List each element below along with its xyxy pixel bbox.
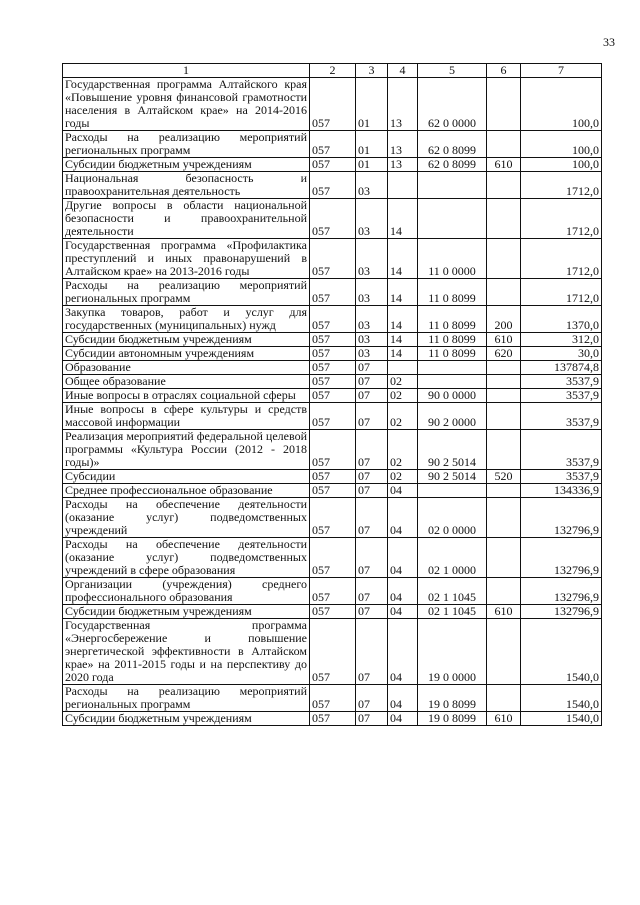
- row-name: Расходы на реализацию мероприятий региональных программ: [63, 279, 310, 306]
- row-expense-type: [487, 361, 521, 375]
- row-ministry-code: 057: [310, 685, 356, 712]
- row-target-article: [418, 484, 487, 498]
- table-row: [63, 470, 602, 484]
- row-ministry-code: 057: [310, 131, 356, 158]
- header-col-3: 3: [356, 64, 388, 78]
- table-body: [63, 78, 602, 726]
- row-section-code: 07: [356, 578, 388, 605]
- row-expense-type: 620: [487, 347, 521, 361]
- table-row: [63, 712, 602, 726]
- row-section-code: 01: [356, 158, 388, 172]
- row-name: Расходы на обеспечение деятельности (оказание услуг) подведомственных учреждений в сфере образования: [63, 538, 310, 578]
- row-target-article: 02 1 1045: [418, 605, 487, 619]
- row-amount: 3537,9: [521, 430, 602, 470]
- row-subsection-code: 14: [388, 347, 418, 361]
- header-col-5: 5: [418, 64, 487, 78]
- row-name: Общее образование: [63, 375, 310, 389]
- page-number: 33: [603, 35, 615, 49]
- row-target-article: 19 0 0000: [418, 619, 487, 685]
- row-ministry-code: 057: [310, 498, 356, 538]
- row-amount: 3537,9: [521, 375, 602, 389]
- row-ministry-code: 057: [310, 375, 356, 389]
- row-name: Государственная программа «Энергосбережение и повышение энергетической эффективности в Алтайском крае» на 2011-2015 годы и на перспективу до 2020 года: [63, 619, 310, 685]
- row-amount: 1370,0: [521, 306, 602, 333]
- row-target-article: 02 1 0000: [418, 538, 487, 578]
- table-row: [63, 619, 602, 685]
- row-target-article: [418, 172, 487, 199]
- row-amount: 1712,0: [521, 239, 602, 279]
- row-expense-type: [487, 279, 521, 306]
- row-amount: 100,0: [521, 158, 602, 172]
- row-section-code: 03: [356, 239, 388, 279]
- row-ministry-code: 057: [310, 389, 356, 403]
- row-section-code: 03: [356, 172, 388, 199]
- row-expense-type: [487, 239, 521, 279]
- row-subsection-code: 04: [388, 578, 418, 605]
- row-name: Расходы на обеспечение деятельности (оказание услуг) подведомственных учреждений: [63, 498, 310, 538]
- row-section-code: 07: [356, 605, 388, 619]
- row-amount: 3537,9: [521, 470, 602, 484]
- row-name: Субсидии бюджетным учреждениям: [63, 712, 310, 726]
- row-amount: 1540,0: [521, 619, 602, 685]
- row-subsection-code: 14: [388, 333, 418, 347]
- row-expense-type: [487, 172, 521, 199]
- row-ministry-code: 057: [310, 199, 356, 239]
- row-name: Расходы на реализацию мероприятий региональных программ: [63, 685, 310, 712]
- row-subsection-code: 04: [388, 498, 418, 538]
- row-section-code: 07: [356, 361, 388, 375]
- table-row: [63, 578, 602, 605]
- row-ministry-code: 057: [310, 361, 356, 375]
- table-row: [63, 158, 602, 172]
- table-row: [63, 306, 602, 333]
- row-expense-type: [487, 578, 521, 605]
- row-ministry-code: 057: [310, 279, 356, 306]
- header-col-7: 7: [521, 64, 602, 78]
- row-target-article: [418, 199, 487, 239]
- row-section-code: 07: [356, 685, 388, 712]
- row-amount: 132796,9: [521, 498, 602, 538]
- table-row: [63, 605, 602, 619]
- row-ministry-code: 057: [310, 578, 356, 605]
- row-subsection-code: 04: [388, 538, 418, 578]
- row-ministry-code: 057: [310, 538, 356, 578]
- row-ministry-code: 057: [310, 712, 356, 726]
- row-target-article: 62 0 0000: [418, 78, 487, 131]
- row-section-code: 07: [356, 375, 388, 389]
- row-expense-type: [487, 403, 521, 430]
- row-amount: 134336,9: [521, 484, 602, 498]
- row-subsection-code: 14: [388, 199, 418, 239]
- row-name: Субсидии бюджетным учреждениям: [63, 158, 310, 172]
- row-ministry-code: 057: [310, 306, 356, 333]
- row-ministry-code: 057: [310, 403, 356, 430]
- row-amount: 1540,0: [521, 712, 602, 726]
- row-subsection-code: 13: [388, 78, 418, 131]
- row-expense-type: [487, 685, 521, 712]
- row-subsection-code: 04: [388, 712, 418, 726]
- row-section-code: 03: [356, 306, 388, 333]
- row-expense-type: [487, 199, 521, 239]
- row-target-article: 90 2 0000: [418, 403, 487, 430]
- row-subsection-code: 14: [388, 279, 418, 306]
- row-subsection-code: 02: [388, 375, 418, 389]
- row-amount: 30,0: [521, 347, 602, 361]
- row-expense-type: [487, 484, 521, 498]
- row-target-article: 11 0 8099: [418, 279, 487, 306]
- row-expense-type: 610: [487, 605, 521, 619]
- row-target-article: 02 0 0000: [418, 498, 487, 538]
- row-name: Закупка товаров, работ и услуг для государственных (муниципальных) нужд: [63, 306, 310, 333]
- row-section-code: 03: [356, 199, 388, 239]
- row-ministry-code: 057: [310, 239, 356, 279]
- row-section-code: 07: [356, 403, 388, 430]
- row-expense-type: [487, 131, 521, 158]
- row-name: Субсидии автономным учреждениям: [63, 347, 310, 361]
- row-expense-type: [487, 619, 521, 685]
- row-expense-type: 610: [487, 158, 521, 172]
- row-name: Субсидии бюджетным учреждениям: [63, 333, 310, 347]
- row-subsection-code: 02: [388, 430, 418, 470]
- row-amount: 1712,0: [521, 279, 602, 306]
- table-row: [63, 538, 602, 578]
- row-expense-type: 520: [487, 470, 521, 484]
- row-expense-type: [487, 498, 521, 538]
- row-subsection-code: 14: [388, 239, 418, 279]
- row-target-article: 19 0 8099: [418, 685, 487, 712]
- table-row: [63, 430, 602, 470]
- row-amount: 132796,9: [521, 605, 602, 619]
- table-row: [63, 78, 602, 131]
- row-subsection-code: 13: [388, 131, 418, 158]
- table-row: [63, 403, 602, 430]
- table-row: [63, 347, 602, 361]
- row-amount: 137874,8: [521, 361, 602, 375]
- row-name: Государственная программа Алтайского края «Повышение уровня финансовой грамотности населения в Алтайском крае» на 2014-2016 годы: [63, 78, 310, 131]
- header-col-2: 2: [310, 64, 356, 78]
- row-subsection-code: [388, 172, 418, 199]
- row-target-article: [418, 361, 487, 375]
- table-row: [63, 333, 602, 347]
- row-expense-type: 610: [487, 333, 521, 347]
- row-section-code: 07: [356, 430, 388, 470]
- table-row: [63, 361, 602, 375]
- table-row: [63, 279, 602, 306]
- budget-table: [62, 63, 602, 726]
- row-amount: 100,0: [521, 131, 602, 158]
- row-amount: 3537,9: [521, 389, 602, 403]
- row-name: Другие вопросы в области национальной безопасности и правоохранительной деятельности: [63, 199, 310, 239]
- row-amount: 132796,9: [521, 578, 602, 605]
- row-amount: 1712,0: [521, 199, 602, 239]
- row-subsection-code: 04: [388, 685, 418, 712]
- row-expense-type: [487, 78, 521, 131]
- table-row: [63, 172, 602, 199]
- row-ministry-code: 057: [310, 172, 356, 199]
- header-col-1: 1: [63, 64, 310, 78]
- row-subsection-code: 04: [388, 605, 418, 619]
- row-name: Расходы на реализацию мероприятий региональных программ: [63, 131, 310, 158]
- row-subsection-code: 04: [388, 619, 418, 685]
- row-name: Образование: [63, 361, 310, 375]
- row-target-article: 62 0 8099: [418, 158, 487, 172]
- row-target-article: 02 1 1045: [418, 578, 487, 605]
- row-name: Национальная безопасность и правоохранительная деятельность: [63, 172, 310, 199]
- row-expense-type: [487, 389, 521, 403]
- row-expense-type: [487, 375, 521, 389]
- row-amount: 312,0: [521, 333, 602, 347]
- table-row: [63, 498, 602, 538]
- row-ministry-code: 057: [310, 158, 356, 172]
- row-target-article: 11 0 8099: [418, 306, 487, 333]
- row-name: Субсидии бюджетным учреждениям: [63, 605, 310, 619]
- row-ministry-code: 057: [310, 470, 356, 484]
- row-target-article: 11 0 8099: [418, 333, 487, 347]
- row-name: Субсидии: [63, 470, 310, 484]
- row-ministry-code: 057: [310, 78, 356, 131]
- row-target-article: [418, 375, 487, 389]
- row-section-code: 07: [356, 470, 388, 484]
- row-amount: 1540,0: [521, 685, 602, 712]
- row-expense-type: 200: [487, 306, 521, 333]
- row-section-code: 03: [356, 279, 388, 306]
- table-row: [63, 239, 602, 279]
- row-ministry-code: 057: [310, 347, 356, 361]
- row-subsection-code: 14: [388, 306, 418, 333]
- row-subsection-code: [388, 361, 418, 375]
- row-amount: 1712,0: [521, 172, 602, 199]
- row-section-code: 07: [356, 484, 388, 498]
- row-subsection-code: 02: [388, 389, 418, 403]
- row-section-code: 01: [356, 131, 388, 158]
- row-subsection-code: 13: [388, 158, 418, 172]
- row-target-article: 11 0 8099: [418, 347, 487, 361]
- row-target-article: 11 0 0000: [418, 239, 487, 279]
- table-row: [63, 131, 602, 158]
- row-name: Государственная программа «Профилактика преступлений и иных правонарушений в Алтайском крае» на 2013-2016 годы: [63, 239, 310, 279]
- row-ministry-code: 057: [310, 619, 356, 685]
- row-name: Организации (учреждения) среднего профессионального образования: [63, 578, 310, 605]
- row-section-code: 03: [356, 333, 388, 347]
- table-row: [63, 484, 602, 498]
- row-subsection-code: 04: [388, 484, 418, 498]
- row-target-article: 90 2 5014: [418, 470, 487, 484]
- row-amount: 100,0: [521, 78, 602, 131]
- row-ministry-code: 057: [310, 605, 356, 619]
- row-ministry-code: 057: [310, 430, 356, 470]
- row-expense-type: 610: [487, 712, 521, 726]
- row-target-article: 19 0 8099: [418, 712, 487, 726]
- row-section-code: 07: [356, 619, 388, 685]
- row-name: Реализация мероприятий федеральной целевой программы «Культура России (2012 - 2018 годы)»: [63, 430, 310, 470]
- row-amount: 132796,9: [521, 538, 602, 578]
- row-expense-type: [487, 430, 521, 470]
- header-col-6: 6: [487, 64, 521, 78]
- row-name: Среднее профессиональное образование: [63, 484, 310, 498]
- row-section-code: 03: [356, 347, 388, 361]
- row-target-article: 90 2 5014: [418, 430, 487, 470]
- row-amount: 3537,9: [521, 403, 602, 430]
- table-row: [63, 199, 602, 239]
- row-ministry-code: 057: [310, 333, 356, 347]
- row-ministry-code: 057: [310, 484, 356, 498]
- row-section-code: 07: [356, 538, 388, 578]
- row-name: Иные вопросы в отраслях социальной сферы: [63, 389, 310, 403]
- header-row: [63, 64, 602, 78]
- row-section-code: 07: [356, 498, 388, 538]
- table-row: [63, 685, 602, 712]
- row-target-article: 62 0 8099: [418, 131, 487, 158]
- table-row: [63, 389, 602, 403]
- row-subsection-code: 02: [388, 403, 418, 430]
- row-expense-type: [487, 538, 521, 578]
- row-name: Иные вопросы в сфере культуры и средств массовой информации: [63, 403, 310, 430]
- row-subsection-code: 02: [388, 470, 418, 484]
- row-section-code: 07: [356, 389, 388, 403]
- table-row: [63, 375, 602, 389]
- header-col-4: 4: [388, 64, 418, 78]
- row-section-code: 07: [356, 712, 388, 726]
- row-section-code: 01: [356, 78, 388, 131]
- row-target-article: 90 0 0000: [418, 389, 487, 403]
